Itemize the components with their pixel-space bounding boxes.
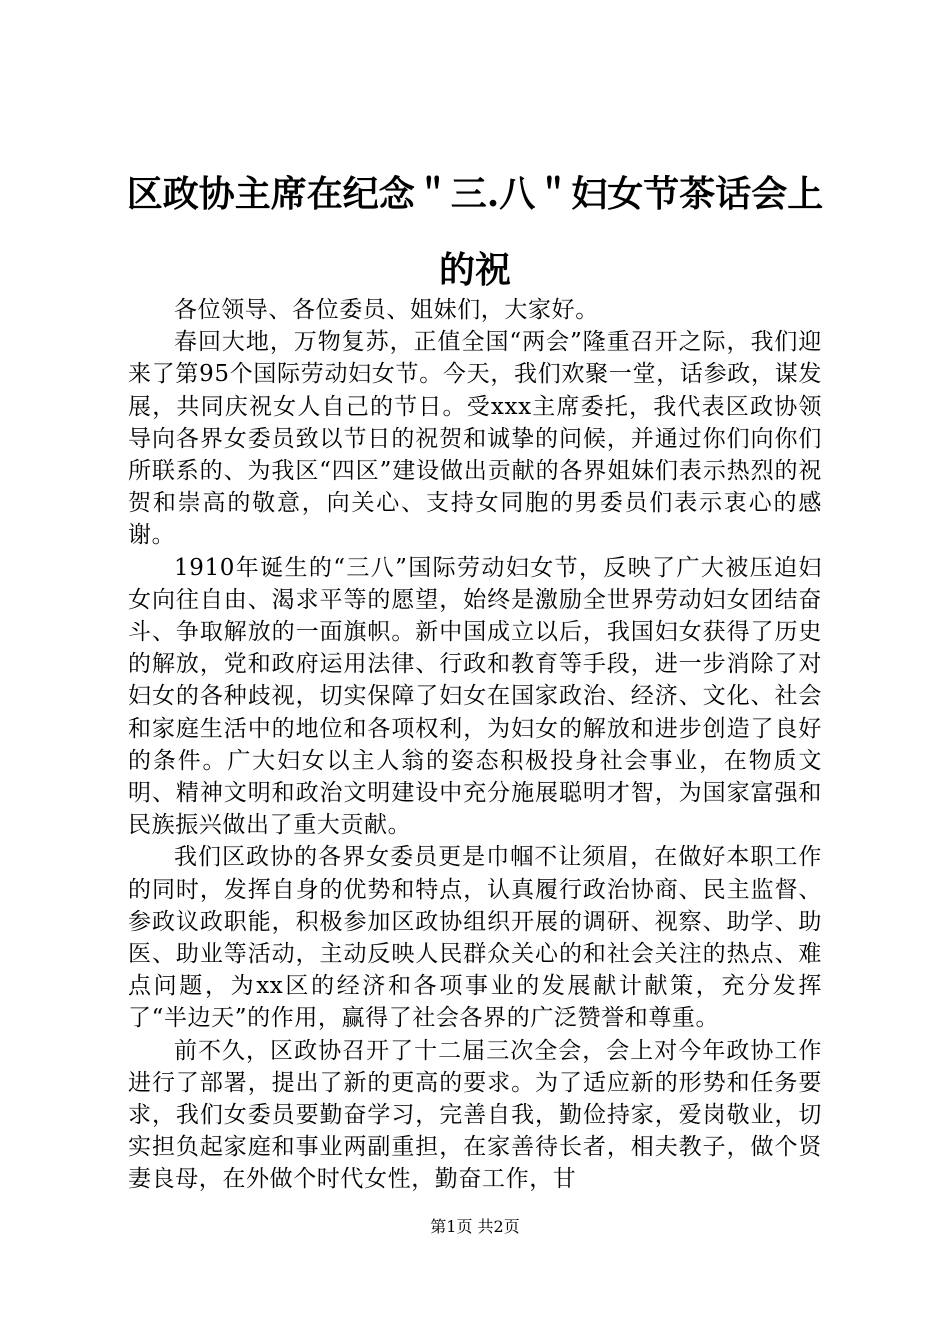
paragraph-1: 春回大地，万物复苏，正值全国“两会”隆重召开之际，我们迎来了第95个国际劳动妇女节。今天，我们欢聚一堂，话参政，谋发展，共同庆祝女人自己的节日。受xxx主席委托，我代表区政协领导向各界女委员致以节日的祝贺和诚挚的问候，并通过你们向你们所联系的、为我区“四区”建设做出贡献的各界姐妹们表示热烈的祝贺和崇高的敬意，向关心、支持女同胞的男委员们表示衷心的感谢。 xyxy=(128,329,822,549)
document-title: 区政协主席在纪念＂三.八＂妇女节茶话会上的祝 xyxy=(126,173,824,291)
paragraph-2: 1910年诞生的“三八”国际劳动妇女节，反映了广大被压迫妇女向往自由、渴求平等的愿望，始终是激励全世界劳动妇女团结奋斗、争取解放的一面旗帜。新中国成立以后，我国妇女获得了历史的解放，党和政府运用法律、行政和教育等手段，进一步消除了对妇女的各种歧视，切实保障了妇女在国家政治、经济、文化、社会和家庭生活中的地位和各项权利，为妇女的解放和进步创造了良好的条件。广大妇女以主人翁的姿态积极投身社会事业，在物质文明、精神文明和政治文明建设中充分施展聪明才智，为国家富强和民族振兴做出了重大贡献。 xyxy=(128,554,822,839)
paragraph-greeting: 各位领导、各位委员、姐妹们，大家好。 xyxy=(174,297,599,323)
paragraph-4: 前不久，区政协召开了十二届三次全会，会上对今年政协工作进行了部署，提出了新的更高的要求。为了适应新的形势和任务要求，我们女委员要勤奋学习，完善自我，勤俭持家，爱岗敬业，切实担负起家庭和事业两副重担，在家善待长者，相夫教子，做个贤妻良母，在外做个时代女性，勤奋工作，甘 xyxy=(128,1037,822,1193)
document-body xyxy=(128,294,822,1196)
paragraph-3: 我们区政协的各界女委员更是巾帼不让须眉，在做好本职工作的同时，发挥自身的优势和特点，认真履行政治协商、民主监督、参政议政职能，积极参加区政协组织开展的调研、视察、助学、助医、助业等活动，主动反映人民群众关心的和社会关注的热点、难点问题，为xx区的经济和各项事业的发展献计献策，充分发挥了“半边天”的作用，赢得了社会各界的广泛赞誉和尊重。 xyxy=(128,844,822,1032)
page-number-footer: 第1页 共2页 xyxy=(430,1217,520,1236)
